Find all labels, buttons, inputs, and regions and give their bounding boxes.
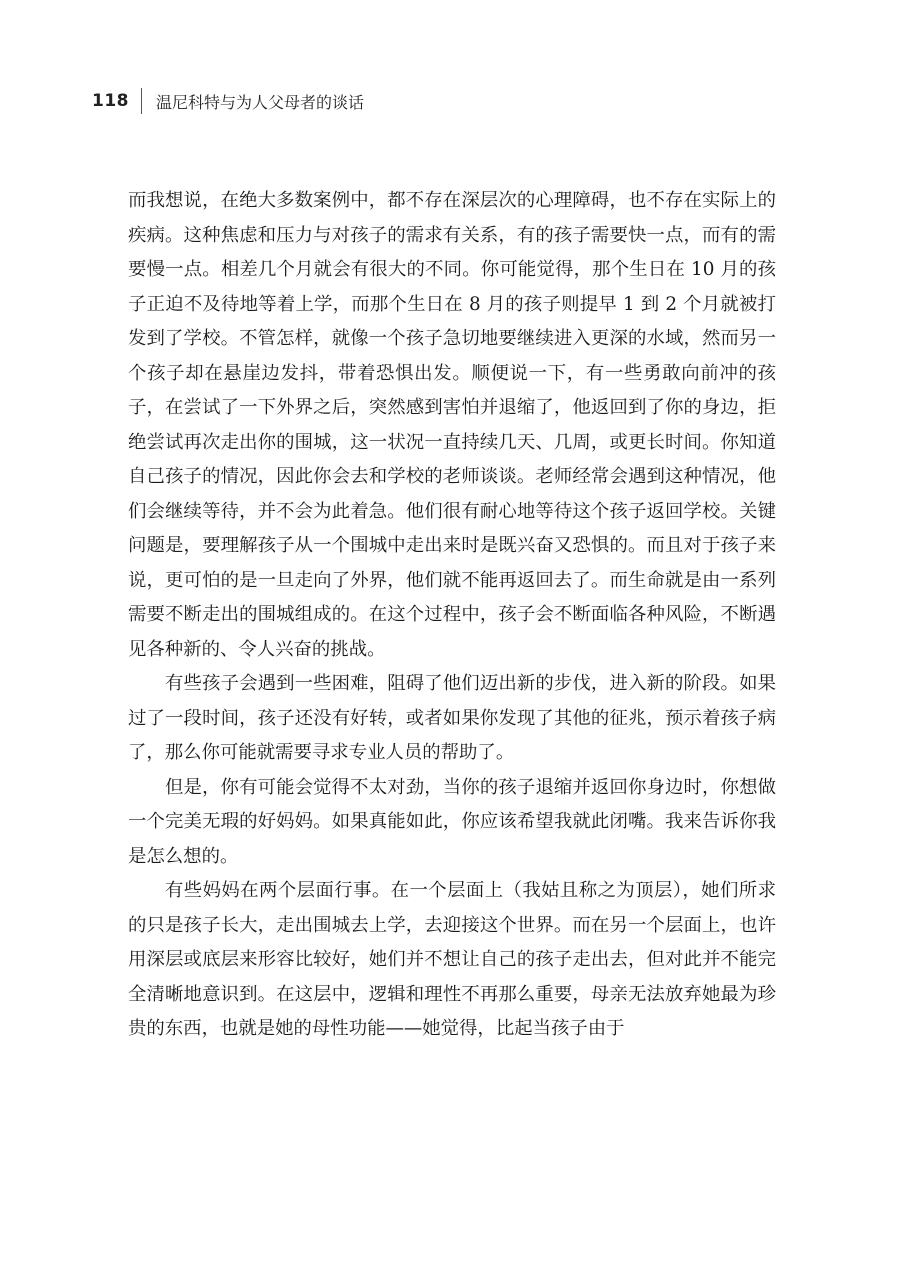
page-number: 118 (92, 91, 129, 111)
running-header (92, 86, 364, 116)
paragraph-1: 而我想说，在绝大多数案例中，都不存在深层次的心理障碍，也不存在实际上的疾病。这种焦虑和压力与对孩子的需求有关系，有的孩子需要快一点，而有的需要慢一点。相差几个月就会有很大的不同。你可能觉得，那个生日在 10 月的孩子正迫不及待地等着上学，而那个生日在 8 月的孩子则提早 1 到 2 个月就被打发到了学校。不管怎样，就像一个孩子急切地要继续进入更深的水域，然而另一个孩子却在悬崖边发抖，带着恐惧出发。顺便说一下，有一些勇敢向前冲的孩子，在尝试了一下外界之后，突然感到害怕并退缩了，他返回到了你的身边，拒绝尝试再次走出你的围城，这一状况一直持续几天、几周，或更长时间。你知道自己孩子的情况，因此你会去和学校的老师谈谈。老师经常会遇到这种情况，他们会继续等待，并不会为此着急。他们很有耐心地等待这个孩子返回学校。关键问题是，要理解孩子从一个围城中走出来时是既兴奋又恐惧的。而且对于孩子来说，更可怕的是一旦走向了外界，他们就不能再返回去了。而生命就是由一系列需要不断走出的围城组成的。在这个过程中，孩子会不断面临各种风险，不断遇见各种新的、令人兴奋的挑战。 (128, 190, 776, 660)
book-title: 温尼科特与为人父母者的谈话 (156, 92, 365, 112)
body-text (128, 184, 776, 1047)
paragraph-4: 有些妈妈在两个层面行事。在一个层面上（我姑且称之为顶层），她们所求的只是孩子长大，走出围城去上学，去迎接这个世界。而在另一个层面上，也许用深层或底层来形容比较好，她们并不想让自己的孩子走出去，但对此并不能完全清晰地意识到。在这层中，逻辑和理性不再那么重要，母亲无法放弃她最为珍贵的东西，也就是她的母性功能——她觉得，比起当孩子由于 (128, 880, 776, 1039)
paragraph-2: 有些孩子会遇到一些困难，阻碍了他们迈出新的步伐，进入新的阶段。如果过了一段时间，孩子还没有好转，或者如果你发现了其他的征兆，预示着孩子病了，那么你可能就需要寻求专业人员的帮助了。 (128, 673, 776, 763)
header-divider (141, 88, 142, 114)
paragraph-3: 但是，你有可能会觉得不太对劲，当你的孩子退缩并返回你身边时，你想做一个完美无瑕的好妈妈。如果真能如此，你应该希望我就此闭嘴。我来告诉你我是怎么想的。 (128, 776, 776, 867)
